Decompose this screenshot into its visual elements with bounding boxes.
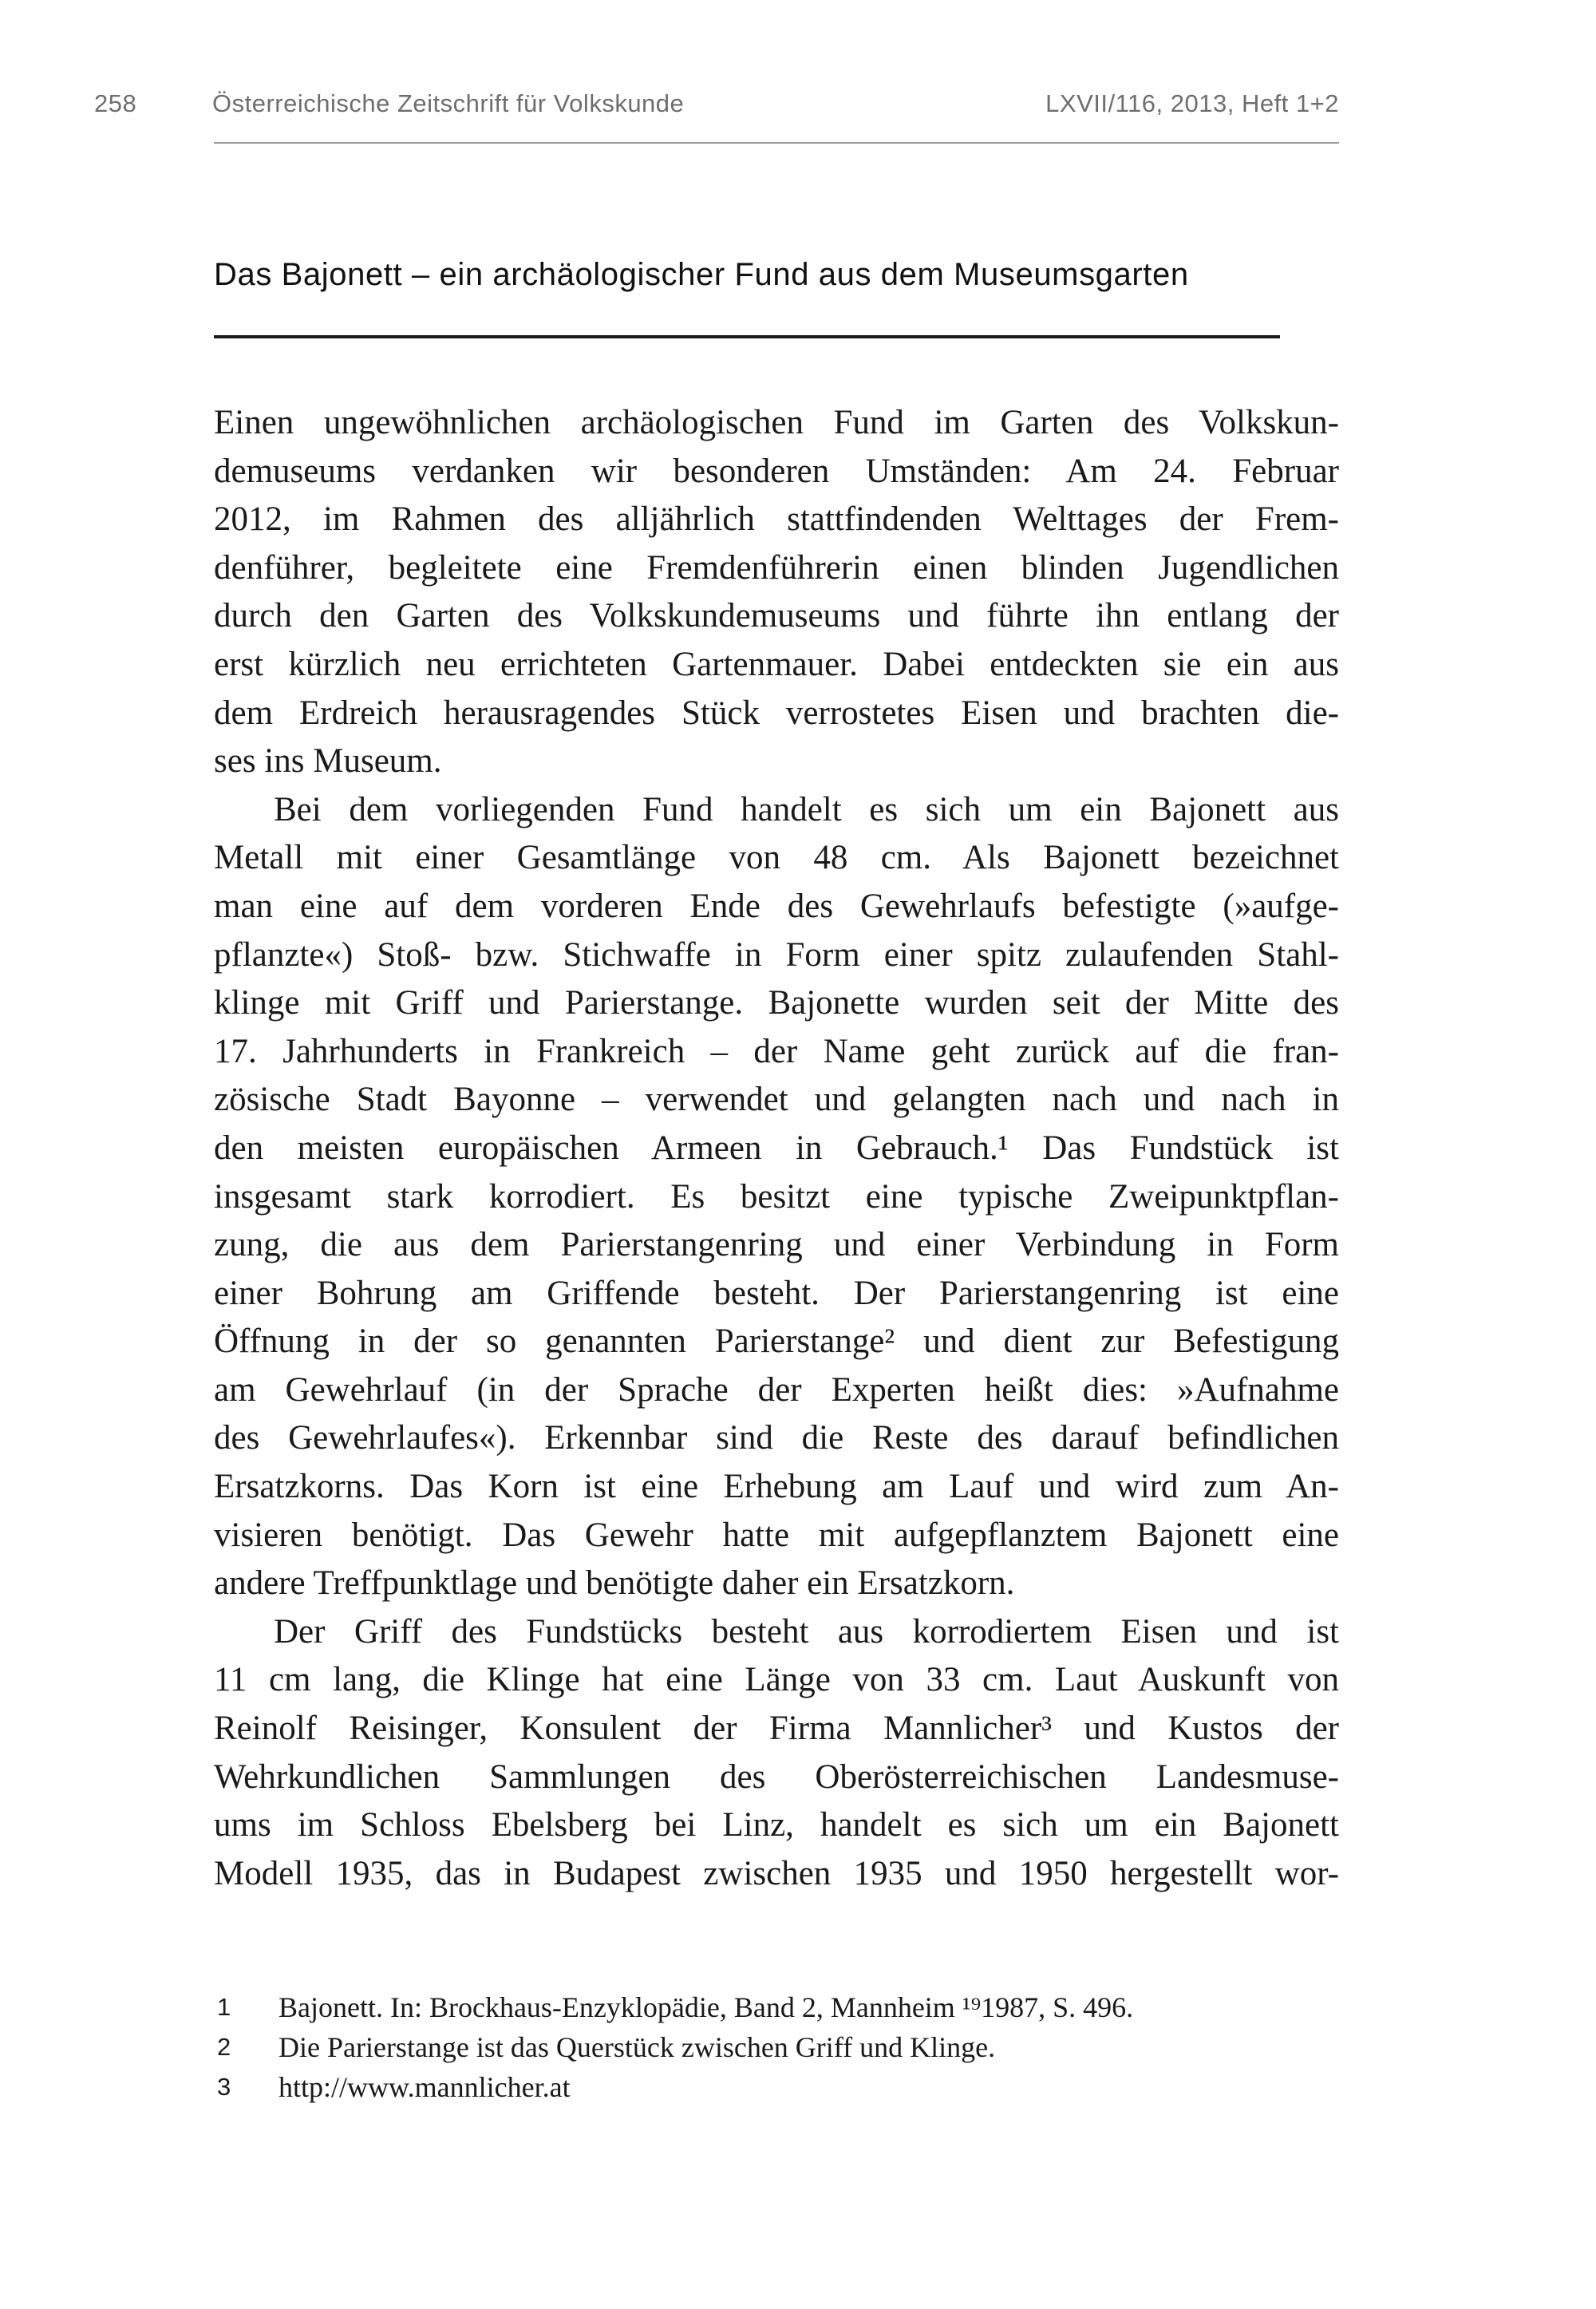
body-line: Reinolf Reisinger, Konsulent der Firma Mannlicher³ und Kustos der bbox=[214, 1710, 1339, 1748]
footnote-number: 2 bbox=[217, 2033, 231, 2061]
body-line: pflanzte«) Stoß- bzw. Stichwaffe in Form einer spitz zulaufenden Stahl- bbox=[214, 935, 1339, 974]
footnote-number: 1 bbox=[217, 1993, 231, 2021]
body-line: demuseums verdanken wir besonderen Umständen: Am 24. Februar bbox=[214, 452, 1339, 490]
article-title: Das Bajonett – ein archäologischer Fund aus dem Museumsgarten bbox=[214, 257, 1189, 292]
title-rule bbox=[214, 335, 1280, 338]
body-line: Bei dem vorliegenden Fund handelt es sich um ein Bajonett aus bbox=[274, 790, 1339, 828]
article-body bbox=[214, 399, 1339, 1898]
body-line: man eine auf dem vorderen Ende des Gewehrlaufs befestigte (»aufge- bbox=[214, 887, 1339, 925]
footnote-text: Bajonett. In: Brockhaus-Enzyklopädie, Band 2, Mannheim ¹⁹1987, S. 496. bbox=[279, 1991, 1134, 2023]
body-line: Modell 1935, das in Budapest zwischen 1935 und 1950 hergestellt wor- bbox=[214, 1854, 1339, 1892]
footnotes bbox=[214, 1987, 1339, 2107]
body-line: ses ins Museum. bbox=[214, 742, 442, 781]
body-line: durch den Garten des Volkskundemuseums und führte ihn entlang der bbox=[214, 597, 1339, 635]
body-line: zung, die aus dem Parierstangenring und einer Verbindung in Form bbox=[214, 1226, 1339, 1264]
footnote-text: http://www.mannlicher.at bbox=[279, 2071, 571, 2103]
body-line: Öffnung in der so genannten Parierstange² und dient zur Befestigung bbox=[214, 1323, 1339, 1361]
body-line: den meisten europäischen Armeen in Gebrauch.¹ Das Fundstück ist bbox=[214, 1129, 1339, 1167]
footnote bbox=[214, 1987, 1339, 2027]
body-line: erst kürzlich neu errichteten Gartenmauer. Dabei entdeckten sie ein aus bbox=[214, 645, 1339, 683]
body-line: insgesamt stark korrodiert. Es besitzt eine typische Zweipunktpflan- bbox=[214, 1177, 1339, 1216]
body-line: Der Griff des Fundstücks besteht aus korrodiertem Eisen und ist bbox=[274, 1612, 1339, 1651]
footnote bbox=[214, 2027, 1339, 2067]
header-rule bbox=[214, 142, 1339, 144]
body-line: visieren benötigt. Das Gewehr hatte mit aufgepflanztem Bajonett eine bbox=[214, 1516, 1339, 1554]
body-line: denführer, begleitete eine Fremdenführerin einen blinden Jugendlichen bbox=[214, 548, 1339, 587]
body-line: 17. Jahrhunderts in Frankreich – der Name geht zurück auf die fran- bbox=[214, 1032, 1339, 1070]
footnote-text: Die Parierstange ist das Querstück zwischen Griff und Klinge. bbox=[279, 2031, 996, 2063]
body-line: ums im Schloss Ebelsberg bei Linz, handelt es sich um ein Bajonett bbox=[214, 1806, 1339, 1844]
body-line: 2012, im Rahmen des alljährlich stattfindenden Welttages der Frem- bbox=[214, 500, 1339, 539]
body-line: Einen ungewöhnlichen archäologischen Fund im Garten des Volkskun- bbox=[214, 404, 1339, 441]
body-line: Ersatzkorns. Das Korn ist eine Erhebung am Lauf und wird zum An- bbox=[214, 1468, 1339, 1506]
footnote bbox=[214, 2067, 1339, 2107]
body-line: dem Erdreich herausragendes Stück verrostetes Eisen und brachten die- bbox=[214, 694, 1339, 732]
body-line: zösische Stadt Bayonne – verwendet und gelangten nach und nach in bbox=[214, 1081, 1339, 1119]
body-line: Metall mit einer Gesamtlänge von 48 cm. Als Bajonett bezeichnet bbox=[214, 839, 1339, 877]
body-line: Wehrkundlichen Sammlungen des Oberösterreichischen Landesmuse- bbox=[214, 1757, 1339, 1796]
body-line: einer Bohrung am Griffende besteht. Der Parierstangenring ist eine bbox=[214, 1274, 1339, 1312]
journal-name: Österreichische Zeitschrift für Volkskunde bbox=[212, 89, 685, 117]
body-line: andere Treffpunktlage und benötigte daher ein Ersatzkorn. bbox=[214, 1564, 1015, 1603]
body-line: am Gewehrlauf (in der Sprache der Experten heißt dies: »Aufnahme bbox=[214, 1370, 1339, 1409]
body-line: klinge mit Griff und Parierstange. Bajonette wurden seit der Mitte des bbox=[214, 984, 1339, 1022]
page-number: 258 bbox=[94, 89, 137, 117]
issue-info: LXVII/116, 2013, Heft 1+2 bbox=[1045, 89, 1339, 117]
body-line: 11 cm lang, die Klinge hat eine Länge von 33 cm. Laut Auskunft von bbox=[214, 1661, 1339, 1699]
footnote-number: 3 bbox=[217, 2073, 231, 2101]
body-line: des Gewehrlaufes«). Erkennbar sind die Reste des darauf befindlichen bbox=[214, 1419, 1339, 1457]
